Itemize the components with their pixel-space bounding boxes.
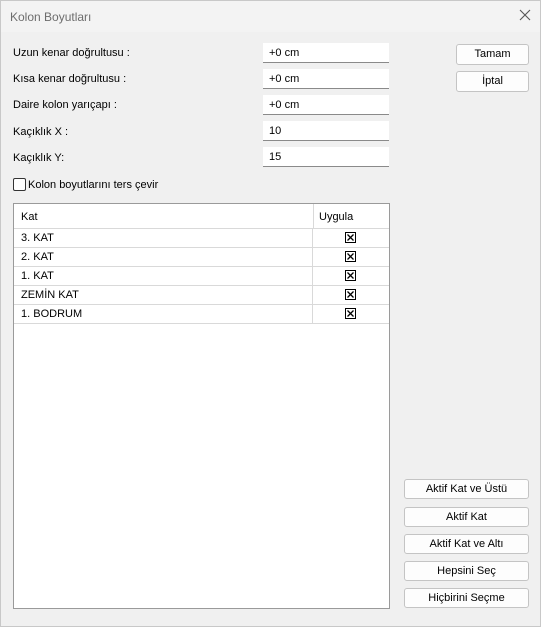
close-button[interactable]: [511, 6, 539, 28]
row-floor-name: ZEMİN KAT: [21, 289, 79, 301]
column-header-kat[interactable]: Kat: [21, 211, 38, 223]
header-divider: [313, 204, 314, 228]
table-row[interactable]: [14, 286, 389, 305]
reverse-dimensions-label[interactable]: Kolon boyutlarını ters çevir: [28, 179, 159, 191]
column-divider: [312, 286, 313, 305]
table-row[interactable]: [14, 248, 389, 267]
column-divider: [312, 248, 313, 267]
checkbox-checked-icon[interactable]: [345, 232, 356, 243]
window-title: Kolon Boyutları: [10, 10, 92, 24]
table-row[interactable]: [14, 267, 389, 286]
reverse-dimensions-checkbox[interactable]: [13, 178, 26, 191]
select-all-button[interactable]: Hepsini Seç: [404, 561, 529, 581]
column-divider: [312, 229, 313, 248]
active-and-below-button[interactable]: Aktif Kat ve Altı: [404, 534, 529, 554]
cancel-button[interactable]: İptal: [456, 71, 529, 92]
circle-radius-input[interactable]: [263, 95, 389, 115]
row-floor-name: 3. KAT: [21, 232, 54, 244]
checkbox-checked-icon[interactable]: [345, 270, 356, 281]
checkbox-checked-icon[interactable]: [345, 308, 356, 319]
offset-x-input[interactable]: [263, 121, 389, 141]
close-icon: [519, 9, 531, 21]
long-side-label: Uzun kenar doğrultusu :: [13, 47, 130, 59]
column-header-uygula[interactable]: Uygula: [319, 211, 354, 223]
table-header: [14, 204, 389, 229]
offset-y-label: Kaçıklık Y:: [13, 152, 65, 164]
long-side-input[interactable]: [263, 43, 389, 63]
column-divider: [312, 305, 313, 324]
row-floor-name: 1. BODRUM: [21, 308, 83, 320]
row-floor-name: 2. KAT: [21, 251, 54, 263]
table-row[interactable]: [14, 229, 389, 248]
checkbox-checked-icon[interactable]: [345, 289, 356, 300]
offset-x-label: Kaçıklık X :: [13, 126, 69, 138]
active-floor-button[interactable]: Aktif Kat: [404, 507, 529, 527]
table-row[interactable]: [14, 305, 389, 324]
floor-table: [13, 203, 390, 609]
column-divider: [312, 267, 313, 286]
short-side-label: Kısa kenar doğrultusu :: [13, 73, 127, 85]
offset-y-input[interactable]: [263, 147, 389, 167]
title-bar: [1, 1, 540, 32]
checkbox-checked-icon[interactable]: [345, 251, 356, 262]
circle-radius-label: Daire kolon yarıçapı :: [13, 99, 117, 111]
row-floor-name: 1. KAT: [21, 270, 54, 282]
short-side-input[interactable]: [263, 69, 389, 89]
ok-button[interactable]: Tamam: [456, 44, 529, 65]
active-and-above-button[interactable]: Aktif Kat ve Üstü: [404, 479, 529, 499]
select-none-button[interactable]: Hiçbirini Seçme: [404, 588, 529, 608]
